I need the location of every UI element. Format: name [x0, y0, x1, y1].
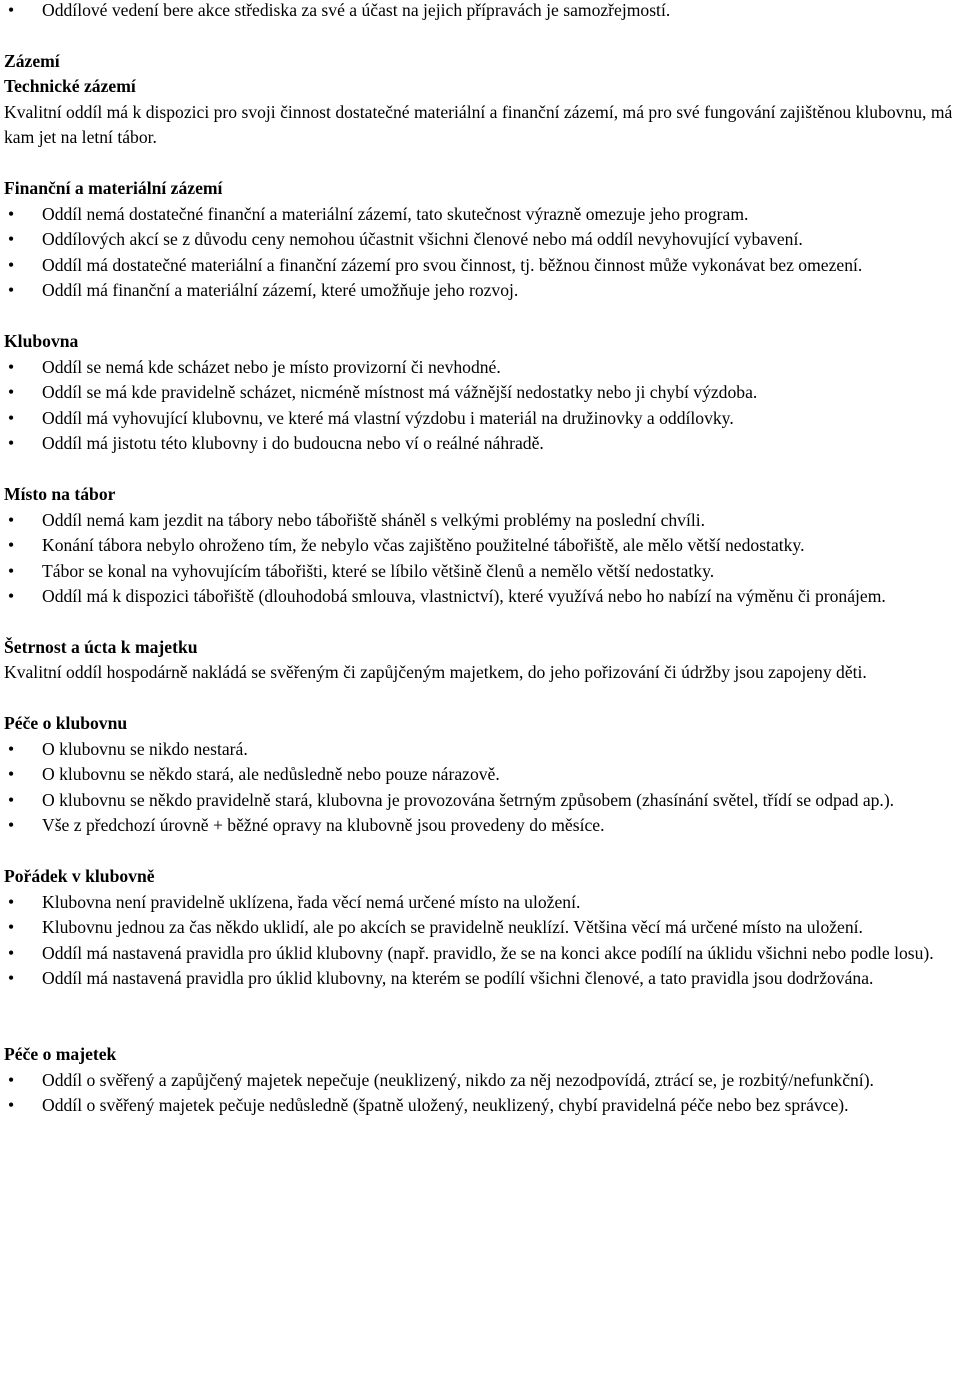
section-title: Pořádek v klubovně — [4, 866, 155, 887]
list-item: • Oddíl nemá kam jezdit na tábory nebo tábořiště sháněl s velkými problémy na poslední chvíli. — [4, 508, 956, 534]
list-item: • Oddíl má vyhovující klubovnu, ve které má vlastní výzdobu i materiál na družinovky a oddílovky. — [4, 406, 956, 432]
list-item: • Oddíl se nemá kde scházet nebo je místo provizorní či nevhodné. — [4, 355, 956, 381]
section-misto — [4, 482, 956, 610]
list-item: • Oddíl o svěřený a zapůjčený majetek nepečuje (neuklizený, nikdo za něj nezodpovídá, ztrácí se, je rozbitý/nefunkční). — [4, 1068, 956, 1094]
section-title: Zázemí — [4, 50, 60, 71]
list-item: • Vše z předchozí úrovně + běžné opravy na klubovně jsou provedeny do měsíce. — [4, 813, 956, 839]
list-item: • Oddílové vedení bere akce střediska za své a účast na jejich přípravách je samozřejmostí. — [4, 0, 956, 24]
document-page — [4, 0, 956, 1119]
list-item: • Oddíl má dostatečné materiální a finanční zázemí pro svou činnost, tj. běžnou činnost může vykonávat bez omezení. — [4, 253, 956, 279]
bullet-list — [4, 355, 956, 457]
bullet-list — [4, 890, 956, 992]
bullet-list — [4, 1068, 956, 1119]
list-item: • Oddíl má nastavená pravidla pro úklid klubovny (např. pravidlo, že se na konci akce podílí na úklidu všichni nebo podle losu). — [4, 941, 956, 967]
section-paragraph: Kvalitní oddíl má k dispozici pro svoji činnost dostatečné materiální a finanční zázemí, má pro své fungování zajištěnou klubovnu, má kam jet na letní tábor. — [4, 101, 953, 148]
list-item: • Oddíl má nastavená pravidla pro úklid klubovny, na kterém se podílí všichni členové, a tato pravidla jsou dodržována. — [4, 966, 956, 992]
list-item: • Oddíl má jistotu této klubovny i do budoucna nebo ví o reálné náhradě. — [4, 431, 956, 457]
list-item: • O klubovnu se nikdo nestará. — [4, 737, 956, 763]
list-item: • Oddíl o svěřený majetek pečuje nedůsledně (špatně uložený, neuklizený, chybí pravidelná péče nebo bez správce). — [4, 1093, 956, 1119]
list-item: • Oddíl nemá dostatečné finanční a materiální zázemí, tato skutečnost výrazně omezuje jeho program. — [4, 202, 956, 228]
bullet-list — [4, 508, 956, 610]
section-zazemi — [4, 49, 956, 151]
bullet-list — [4, 737, 956, 839]
list-item: • Oddílových akcí se z důvodu ceny nemohou účastnit všichni členové nebo má oddíl nevyhovující vybavení. — [4, 227, 956, 253]
list-item: • Konání tábora nebylo ohroženo tím, že nebylo včas zajištěno použitelné tábořiště, ale mělo větší nedostatky. — [4, 533, 956, 559]
section-pece-majetek — [4, 1042, 956, 1119]
section-klubovna — [4, 329, 956, 457]
section-paragraph: Kvalitní oddíl hospodárně nakládá se svěřeným či zapůjčeným majetkem, do jeho pořizování či údržby jsou zapojeny děti. — [4, 662, 867, 683]
section-pece-klubovna — [4, 711, 956, 839]
section-title: Šetrnost a úcta k majetku — [4, 636, 198, 657]
top-list — [4, 0, 956, 24]
list-item: • Oddíl má finanční a materiální zázemí, které umožňuje jeho rozvoj. — [4, 278, 956, 304]
section-financni — [4, 176, 956, 304]
list-item: • O klubovnu se někdo pravidelně stará, klubovna je provozována šetrným způsobem (zhasínání světel, třídí se odpad ap.). — [4, 788, 956, 814]
section-title: Místo na tábor — [4, 483, 116, 504]
list-item: • Klubovnu jednou za čas někdo uklidí, ale po akcích se pravidelně neuklízí. Většina věcí má určené místo na uložení. — [4, 915, 956, 941]
section-setrnost — [4, 635, 956, 686]
section-title: Péče o klubovnu — [4, 713, 128, 734]
section-subtitle: Technické zázemí — [4, 76, 136, 97]
section-poradek — [4, 864, 956, 992]
section-title: Klubovna — [4, 330, 79, 351]
bullet-list — [4, 202, 956, 304]
list-item: • Klubovna není pravidelně uklízena, řada věcí nemá určené místo na uložení. — [4, 890, 956, 916]
section-title: Finanční a materiální zázemí — [4, 177, 223, 198]
section-title: Péče o majetek — [4, 1044, 117, 1064]
list-item: • Oddíl se má kde pravidelně scházet, nicméně místnost má vážnější nedostatky nebo ji chybí výzdoba. — [4, 380, 956, 406]
list-item: • Tábor se konal na vyhovujícím tábořišti, které se líbilo většině členů a nemělo větší nedostatky. — [4, 559, 956, 585]
list-item: • O klubovnu se někdo stará, ale nedůsledně nebo pouze nárazově. — [4, 762, 956, 788]
list-item: • Oddíl má k dispozici tábořiště (dlouhodobá smlouva, vlastnictví), které využívá nebo ho nabízí na výměnu či pronájem. — [4, 584, 956, 610]
